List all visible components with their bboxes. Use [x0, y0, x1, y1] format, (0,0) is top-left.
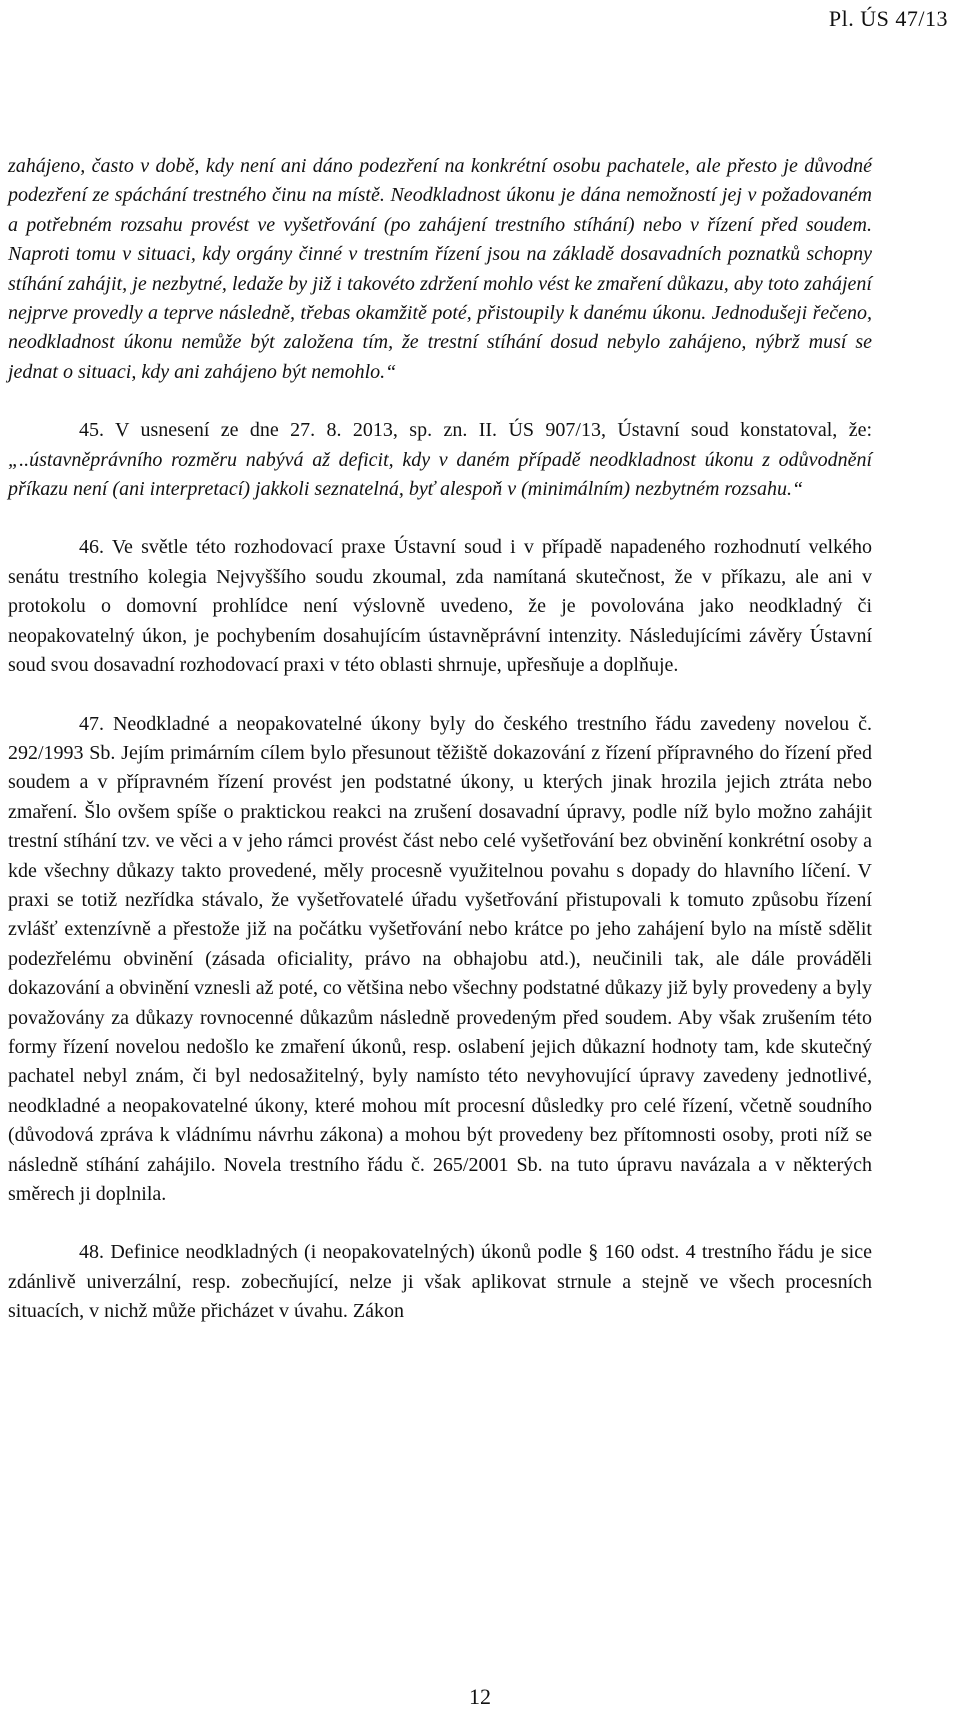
- paragraph-45: [8, 416, 872, 504]
- paragraph-gap: [8, 504, 872, 533]
- paragraph-number: 47.: [79, 712, 104, 735]
- paragraph-number: 46.: [79, 536, 104, 559]
- paragraph-text: Definice neodkladných (i neopakovatelných) úkonů podle § 160 odst. 4 trestního řádu je sice zdánlivě univerzální, resp. zobecňující, nelze ji však aplikovat strnule a stejně ve všech procesních situacích, v nichž může přicházet v úvahu. Zákon: [8, 1241, 872, 1323]
- paragraph-47: [8, 710, 872, 1210]
- paragraph-gap: [8, 681, 872, 710]
- paragraph-number: 48.: [79, 1241, 104, 1264]
- document-reference: Pl. ÚS 47/13: [828, 6, 948, 31]
- paragraph-46: [8, 533, 872, 680]
- page-number: 12: [469, 1684, 491, 1709]
- paragraph-48: [8, 1238, 872, 1326]
- paragraph-lead: V usnesení ze dne 27. 8. 2013, sp. zn. II. ÚS 907/13, Ústavní soud konstatoval, že:: [115, 419, 872, 442]
- paragraph-gap: [8, 1209, 872, 1238]
- paragraph-gap: [8, 387, 872, 416]
- paragraph-text: Ve světle této rozhodovací praxe Ústavní soud i v případě napadeného rozhodnutí velkého senátu trestního kolegia Nejvyššího soudu zkoumal, zda namítaná skutečnost, že v příkazu, ale ani v protokolu o domovní prohlídce není výslovně uvedeno, že je povolována jako neodkladný či neopakovatelný úkon, je pochybením dosahujícím ústavněprávní intenzity. Následujícími závěry Ústavní soud svou dosavadní rozhodovací praxi v této oblasti shrnuje, upřesňuje a doplňuje.: [8, 536, 872, 677]
- quote-continuation-text: zahájeno, často v době, kdy není ani dáno podezření na konkrétní osobu pachatele, ale přesto je důvodné podezření ze spáchání trestného činu na místě. Neodkladnost úkonu je dána nemožností jej v požadovaném a potřebném rozsahu provést ve vyšetřování (po zahájení trestního stíhání) nebo v řízení před soudem. Naproti tomu v situaci, kdy orgány činné v trestním řízení jsou na základě dosavadních poznatků schopny stíhání zahájit, je nezbytné, ledaže by již i takovéto zdržení mohlo vést ke zmaření důkazu, aby toto zahájení nejprve provedly a teprve následně, třebas okamžitě poté, přistoupily k danému úkonu. Jednodušeji řečeno, neodkladnost úkonu nemůže být založena tím, že trestní stíhání dosud nebylo zahájeno, nýbrž musí se jednat o situaci, kdy ani zahájeno být nemohlo.“: [8, 155, 872, 383]
- quote-continuation: [8, 152, 872, 387]
- paragraph-quote: „..ústavněprávního rozměru nabývá až deficit, kdy v daném případě neodkladnost úkonu z odůvodnění příkazu není (ani interpretací) jakkoli seznatelná, byť alespoň v (minimálním) nezbytném rozsahu.“: [8, 448, 872, 501]
- paragraph-number: 45.: [79, 419, 104, 442]
- paragraph-text: Neodkladné a neopakovatelné úkony byly do českého trestního řádu zavedeny novelou č. 292/1993 Sb. Jejím primárním cílem bylo přesunout těžiště dokazování z řízení přípravného do řízení před soudem a v přípravném řízení provést jen podstatné úkony, u kterých jinak hrozila jejich ztráta nebo zmaření. Šlo ovšem spíše o praktickou reakci na zrušení dosavadní úpravy, podle níž bylo možno zahájit trestní stíhání tzv. ve věci a v jeho rámci provést část nebo celé vyšetřování bez obvinění konkrétní osoby a kde všechny důkazy takto provedené, měly procesně využitelnou povahu s dopady do hlavního líčení. V praxi se totiž nezřídka stávalo, že vyšetřovatelé úřadu vyšetřování přistupovali k tomuto způsobu řízení zvlášť extenzívně a přestože již na počátku vyšetřování nebo krátce po jeho zahájení bylo na místě sdělit podezřelému obvinění (zásada oficiality, právo na obhajobu atd.), neučinili tak, ale dále prováděli dokazování a obvinění vznesli až poté, co většina nebo všechny podstatné důkazy již byly provedeny a byly považovány za důkazy rovnocenné důkazům následně provedeným před soudem. Aby však zrušením této formy řízení novelou nedošlo ke zmaření úkonů, resp. oslabení jejich důkazní hodnoty tam, kde skutečný pachatel nebyl znám, či byl nedosažitelný, byly namísto této nevyhovující úpravy zavedeny jednotlivé, neodkladné a neopakovatelné úkony, které mohou mít procesní důsledky pro celé řízení, včetně soudního (důvodová zpráva k vládnímu návrhu zákona) a mohou být provedeny bez přítomnosti osoby, proti níž se následně stíhání zahájilo. Novela trestního řádu č. 265/2001 Sb. na tuto úpravu navázala a v některých směrech ji doplnila.: [8, 712, 873, 1205]
- document-body: [8, 152, 872, 1327]
